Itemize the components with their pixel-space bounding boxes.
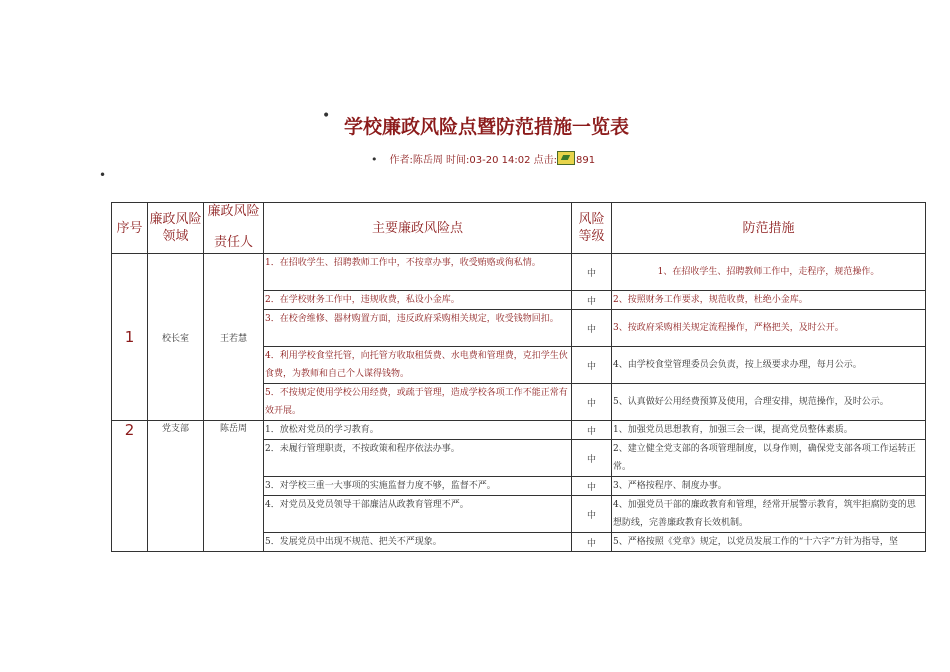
table-row — [112, 254, 926, 291]
article-meta — [371, 151, 595, 166]
risk-level: 中 — [572, 310, 612, 347]
measure: 2、建立健全党支部的各项管理制度，以身作则，确保党支部各项工作运转正常。 — [612, 440, 926, 477]
col-header-resp-line2: 责任人 — [213, 235, 253, 250]
meta-bullet: • — [371, 153, 378, 166]
risk-point: 5．不按规定使用学校公用经费，或疏于管理，造成学校各项工作不能正常有效开展。 — [264, 384, 572, 421]
risk-level: 中 — [572, 384, 612, 421]
table-header-row — [112, 203, 926, 254]
risk-level: 中 — [572, 347, 612, 384]
row-seq: 2 — [112, 421, 148, 552]
views-icon — [557, 151, 575, 165]
col-header-seq: 序号 — [112, 203, 148, 254]
risk-level: 中 — [572, 477, 612, 496]
col-header-domain-line1: 廉政风险 — [149, 212, 202, 227]
view-count: 891 — [576, 155, 596, 166]
risk-level: 中 — [572, 291, 612, 310]
risk-point: 4．对党员及党员领导干部廉洁从政教育管理不严。 — [264, 496, 572, 533]
risk-level: 中 — [572, 440, 612, 477]
title-bullet: • — [322, 108, 331, 124]
col-header-domain — [148, 203, 204, 254]
col-header-resp-line1: 廉政风险 — [207, 204, 260, 219]
risk-level: 中 — [572, 254, 612, 291]
col-header-responsible — [204, 203, 264, 254]
risk-point: 1．在招收学生、招聘教师工作中，不按章办事，收受贿赂或徇私情。 — [264, 254, 572, 291]
measure: 5、认真做好公用经费预算及使用，合理安排，规范操作，及时公示。 — [612, 384, 926, 421]
risk-level: 中 — [572, 421, 612, 440]
measure: 5、严格按照《党章》规定，以党员发展工作的“十六字”方针为指导，坚 — [612, 533, 926, 552]
risk-point: 3．对学校三重一大事项的实施监督力度不够，监督不严。 — [264, 477, 572, 496]
risk-level: 中 — [572, 496, 612, 533]
measure: 4、由学校食堂管理委员会负责，按上级要求办理，每月公示。 — [612, 347, 926, 384]
measure: 3、按政府采购相关规定流程操作，严格把关，及时公开。 — [612, 310, 926, 347]
col-header-level-line1: 风险 — [578, 212, 605, 227]
row-person: 陈岳周 — [204, 421, 264, 552]
col-header-risk-points: 主要廉政风险点 — [264, 203, 572, 254]
risk-point: 2．未履行管理职责，不按政策和程序依法办事。 — [264, 440, 572, 477]
risk-point: 5．发展党员中出现不规范、把关不严现象。 — [264, 533, 572, 552]
col-header-domain-line2: 领域 — [162, 229, 189, 244]
list-bullet: • — [99, 168, 107, 182]
row-department: 党支部 — [148, 421, 204, 552]
measure: 1、加强党员思想教育，加强三会一课，提高党员整体素质。 — [612, 421, 926, 440]
col-header-level-line2: 等级 — [578, 229, 605, 244]
measure: 4、加强党员干部的廉政教育和管理，经常开展警示教育，筑牢拒腐防变的思想防线，完善廉政教育长效机制。 — [612, 496, 926, 533]
row-seq: 1 — [112, 254, 148, 421]
risk-point: 4．利用学校食堂托管，向托管方收取租赁费、水电费和管理费，克扣学生伙食费，为教师和自己个人谋得钱物。 — [264, 347, 572, 384]
risk-level: 中 — [572, 533, 612, 552]
measure: 2、按照财务工作要求，规范收费，杜绝小金库。 — [612, 291, 926, 310]
risk-point: 2．在学校财务工作中，违规收费，私设小金库。 — [264, 291, 572, 310]
meta-text: 作者:陈岳周 时间:03-20 14:02 点击: — [389, 155, 558, 166]
risk-point: 1．放松对党员的学习教育。 — [264, 421, 572, 440]
col-header-level — [572, 203, 612, 254]
measure: 1、在招收学生、招聘教师工作中，走程序，规范操作。 — [612, 254, 926, 291]
col-header-measures: 防范措施 — [612, 203, 926, 254]
page-title: 学校廉政风险点暨防范措施一览表 — [344, 116, 630, 138]
risk-table — [111, 202, 926, 552]
row-department: 校长室 — [148, 254, 204, 421]
measure: 3、严格按程序、制度办事。 — [612, 477, 926, 496]
row-person: 王若慧 — [204, 254, 264, 421]
risk-point: 3．在校舍维修、器材购置方面，违反政府采购相关规定，收受钱物回扣。 — [264, 310, 572, 347]
table-row — [112, 421, 926, 440]
